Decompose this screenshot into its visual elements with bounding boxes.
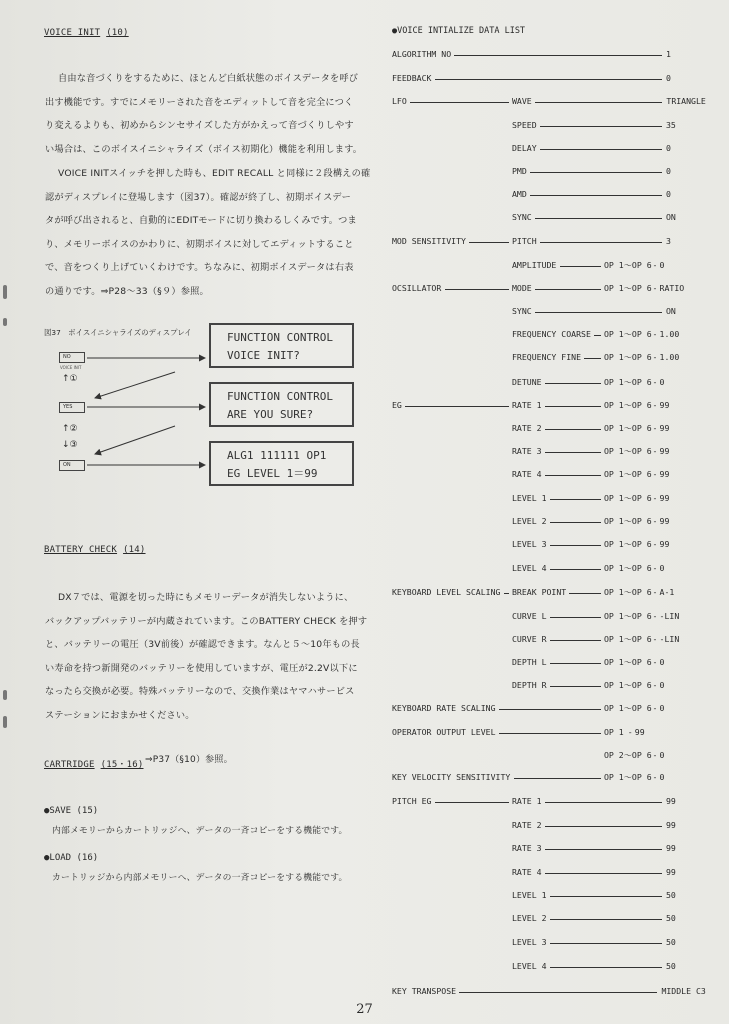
operator-range: OP 1～OP 6 xyxy=(604,329,652,339)
data-list-row xyxy=(0,611,729,623)
parameter-value: 0 xyxy=(659,563,665,573)
operator-range: OP 1～OP 6 xyxy=(604,260,652,270)
data-list-row xyxy=(0,73,729,85)
operator-range: OP 1 xyxy=(604,727,624,737)
parameter-label: DEPTH R xyxy=(512,680,547,690)
data-list-row xyxy=(0,400,729,412)
cartridge-title: CARTRIDGE xyxy=(44,760,95,770)
leader-line xyxy=(594,335,601,336)
parameter-label: DELAY xyxy=(512,143,537,153)
leader-line xyxy=(530,172,662,173)
separator-dash: - xyxy=(652,634,658,644)
parameter-value: 0 xyxy=(659,657,665,667)
leader-line xyxy=(540,126,662,127)
parameter-label: FREQUENCY COARSE xyxy=(512,329,591,339)
parameter-label: RATE 2 xyxy=(512,820,542,830)
parameter-group-label: KEYBOARD LEVEL SCALING xyxy=(392,587,501,597)
operator-range: OP 1～OP 6 xyxy=(604,423,652,433)
operator-range: OP 1～OP 6 xyxy=(604,469,652,479)
data-list-row xyxy=(0,937,729,949)
leader-line xyxy=(545,873,662,874)
lcd-line: FUNCTION CONTROL xyxy=(227,331,333,344)
parameter-label: SPEED xyxy=(512,120,537,130)
parameter-value: 99 xyxy=(666,843,676,853)
parameter-group-label: PITCH EG xyxy=(392,796,432,806)
parameter-value: -LIN xyxy=(659,611,680,621)
leader-line xyxy=(504,593,509,594)
data-list-row xyxy=(0,961,729,973)
parameter-label: LEVEL 4 xyxy=(512,961,547,971)
parameter-value: 35 xyxy=(666,120,676,130)
parameter-label: RATE 1 xyxy=(512,400,542,410)
figure-caption: 図37 ボイスイニシャライズのディスプレイ xyxy=(44,328,192,337)
data-list-row xyxy=(0,516,729,528)
save-heading: ●SAVE (15) xyxy=(44,806,99,816)
data-list-row xyxy=(0,703,729,715)
parameter-value: RATIO xyxy=(659,283,685,293)
switch-caption: VOICE INIT xyxy=(60,365,82,370)
separator-dash: - xyxy=(652,446,658,456)
parameter-label: AMPLITUDE xyxy=(512,260,557,270)
separator-dash: - xyxy=(652,680,658,690)
parameter-label: CURVE R xyxy=(512,634,547,644)
parameter-value: A-1 xyxy=(659,587,675,597)
separator-dash: - xyxy=(652,352,658,362)
parameter-label: DETUNE xyxy=(512,377,542,387)
data-list-row xyxy=(0,539,729,551)
parameter-label: LEVEL 3 xyxy=(512,937,547,947)
parameter-value: 99 xyxy=(666,796,676,806)
leader-line xyxy=(550,499,601,500)
parameter-group-label: OCSILLATOR xyxy=(392,283,442,293)
parameter-value: 99 xyxy=(634,727,645,737)
parameter-label: MODE xyxy=(512,283,532,293)
switch-label: YES xyxy=(63,404,73,410)
separator-dash: - xyxy=(652,563,658,573)
operator-range: OP 1～OP 6 xyxy=(604,446,652,456)
data-list-row xyxy=(0,986,729,998)
parameter-label: LEVEL 2 xyxy=(512,516,547,526)
parameter-value: 99 xyxy=(659,516,670,526)
separator-dash: - xyxy=(652,703,658,713)
parameter-label: RATE 4 xyxy=(512,867,542,877)
separator-dash: - xyxy=(652,423,658,433)
save-description: 内部メモリーからカートリッジへ、データの一斉コピーをする機能です。 xyxy=(52,826,348,836)
parameter-label: RATE 3 xyxy=(512,843,542,853)
separator-dash: - xyxy=(652,611,658,621)
separator-dash: - xyxy=(652,329,658,339)
lcd-line: EG LEVEL 1＝99 xyxy=(227,467,318,480)
leader-line xyxy=(540,242,662,243)
leader-line xyxy=(405,406,509,407)
leader-line xyxy=(550,686,601,687)
leader-line xyxy=(410,102,509,103)
parameter-group-label: KEY VELOCITY SENSITIVITY xyxy=(392,772,511,782)
switch-label: ON xyxy=(63,462,71,468)
leader-line xyxy=(545,475,601,476)
parameter-value: 0 xyxy=(659,703,665,713)
leader-line xyxy=(545,826,662,827)
leader-line xyxy=(545,406,601,407)
separator-dash: - xyxy=(652,657,658,667)
parameter-value: 1.00 xyxy=(659,352,680,362)
separator-dash: - xyxy=(652,587,658,597)
lcd-line: VOICE INIT? xyxy=(227,349,300,362)
data-list-row xyxy=(0,634,729,646)
parameter-group-label: ALGORITHM NO xyxy=(392,49,452,59)
data-list-row xyxy=(0,913,729,925)
parameter-value: MIDDLE C3 xyxy=(661,986,706,996)
parameter-label: SYNC xyxy=(512,306,532,316)
parameter-label: RATE 3 xyxy=(512,446,542,456)
parameter-label: RATE 4 xyxy=(512,469,542,479)
step-2-marker: ↑② xyxy=(62,424,78,434)
parameter-value: 0 xyxy=(659,750,665,760)
switch-label: NO xyxy=(63,354,71,360)
parameter-label: RATE 2 xyxy=(512,423,542,433)
data-list-row xyxy=(0,469,729,481)
battery-check-number: (14) xyxy=(123,545,146,555)
operator-range: OP 1～OP 6 xyxy=(604,563,652,573)
text-line: い場合は、このボイスイニシャライズ（ボイス初期化）機能を利用します。 xyxy=(45,143,363,155)
separator-dash: - xyxy=(652,469,658,479)
data-list-row xyxy=(0,352,729,364)
parameter-label: CURVE L xyxy=(512,611,547,621)
separator-dash: - xyxy=(652,539,658,549)
separator-dash: - xyxy=(652,400,658,410)
data-list-row xyxy=(0,867,729,879)
leader-line xyxy=(514,778,601,779)
parameter-value: 0 xyxy=(666,189,671,199)
data-list-row xyxy=(0,96,729,108)
data-list-row xyxy=(0,189,729,201)
leader-line xyxy=(550,640,601,641)
data-list-row xyxy=(0,446,729,458)
parameter-group-label: KEY TRANSPOSE xyxy=(392,986,457,996)
leader-line xyxy=(535,218,662,219)
load-description: カートリッジから内部メモリーへ、データの一斉コピーをする機能です。 xyxy=(52,873,348,883)
data-list-row xyxy=(0,796,729,808)
leader-line xyxy=(445,289,510,290)
operator-range: OP 1～OP 6 xyxy=(604,703,652,713)
page-number: 27 xyxy=(356,1002,373,1017)
operator-range: OP 1～OP 6 xyxy=(604,587,652,597)
operator-range: OP 1～OP 6 xyxy=(604,352,652,362)
parameter-value: TRIANGLE xyxy=(666,96,706,106)
parameter-value: 99 xyxy=(666,867,676,877)
leader-line xyxy=(569,593,601,594)
parameter-label: SYNC xyxy=(512,212,532,222)
leader-line xyxy=(530,195,662,196)
text-line: ステーションにおまかせください。 xyxy=(45,709,195,721)
parameter-group-label: MOD SENSITIVITY xyxy=(392,236,466,246)
operator-range: OP 1～OP 6 xyxy=(604,493,652,503)
text-line: り変えるよりも、初めからシンセサイズした方がかえって音づくりしやす xyxy=(45,120,354,131)
parameter-value: 50 xyxy=(666,913,676,923)
leader-line xyxy=(550,896,662,897)
leader-line xyxy=(550,569,601,570)
text-line: DX７では、電源を切った時にもメモリーデータが消失しないように、 xyxy=(58,592,354,603)
parameter-group-label: FEEDBACK xyxy=(392,73,432,83)
lcd-line: ALG1 111111 OP1 xyxy=(227,449,327,462)
data-list-row xyxy=(0,843,729,855)
text-line: 認がディスプレイに登場します（図37）。確認が終了し、初期ボイスデー xyxy=(45,191,352,203)
text-line: なったら交換が必要。特殊バッテリーなので、交換作業はヤマハサービス xyxy=(45,686,355,697)
leader-line xyxy=(499,709,601,710)
cartridge-reference: ⇒P37（§10）参照。 xyxy=(145,755,233,765)
text-line: VOICE INITスイッチを押した時も、EDIT RECALL と同様に２段構えの確 xyxy=(58,168,371,179)
separator-dash: - xyxy=(652,750,658,760)
parameter-label: FREQUENCY FINE xyxy=(512,352,582,362)
leader-line xyxy=(499,733,601,734)
battery-check-title: BATTERY CHECK xyxy=(44,545,118,555)
leader-line xyxy=(435,79,662,80)
data-list-row xyxy=(0,329,729,341)
parameter-group-label: KEYBOARD RATE SCALING xyxy=(392,703,496,713)
data-list-row xyxy=(0,212,729,224)
step-3-marker: ↓③ xyxy=(62,440,78,450)
data-list-row xyxy=(0,680,729,692)
operator-range: OP 1～OP 6 xyxy=(604,400,652,410)
operator-range: OP 1～OP 6 xyxy=(604,539,652,549)
operator-range: OP 2～OP 6 xyxy=(604,750,652,760)
data-list-row xyxy=(0,49,729,61)
separator-dash: - xyxy=(652,283,658,293)
parameter-group-label: EG xyxy=(392,400,402,410)
data-list-row xyxy=(0,143,729,155)
text-line: で、音をつくり上げていくわけです。ちなみに、初期ボイスデータは右表 xyxy=(45,262,354,273)
leader-line xyxy=(454,55,662,56)
parameter-value: 0 xyxy=(666,166,671,176)
parameter-value: 0 xyxy=(659,377,665,387)
data-list-row xyxy=(0,587,729,599)
operator-range: OP 1～OP 6 xyxy=(604,283,652,293)
voice-init-number: (10) xyxy=(106,28,129,38)
leader-line xyxy=(535,289,601,290)
step-1-marker: ↑① xyxy=(62,374,78,384)
separator-dash: - xyxy=(652,772,658,782)
parameter-label: PMD xyxy=(512,166,527,176)
text-line: り、メモリーボイスのかわりに、初期ボイスに対してエディットすること xyxy=(45,238,354,250)
data-list-row xyxy=(0,166,729,178)
parameter-value: 0 xyxy=(666,73,671,83)
parameter-value: 0 xyxy=(659,260,665,270)
leader-line xyxy=(469,242,509,243)
leader-line xyxy=(545,383,601,384)
text-line: と、バッテリーの電圧（3V前後）が確認できます。なんと５～10年もの長 xyxy=(45,639,360,650)
parameter-value: 0 xyxy=(666,143,671,153)
separator-dash: - xyxy=(652,493,658,503)
parameter-label: LEVEL 3 xyxy=(512,539,547,549)
leader-line xyxy=(550,943,662,944)
leader-line xyxy=(435,802,509,803)
leader-line xyxy=(540,149,662,150)
text-line: い寿命を持つ新開発のバッテリーを使用していますが、電圧が2.2V以下に xyxy=(45,662,358,674)
leader-line xyxy=(535,102,663,103)
parameter-value: 99 xyxy=(659,446,670,456)
load-heading: ●LOAD (16) xyxy=(44,853,99,863)
text-line: タが呼び出されると、自動的にEDITモードに切り換わるしくみです。つま xyxy=(45,215,357,226)
separator-dash: - xyxy=(652,377,658,387)
parameter-label: RATE 1 xyxy=(512,796,542,806)
leader-line xyxy=(535,312,662,313)
parameter-label: DEPTH L xyxy=(512,657,547,667)
leader-line xyxy=(545,452,601,453)
text-line: の通りです。⇒P28～33（§９）参照。 xyxy=(45,285,209,297)
leader-line xyxy=(459,992,657,993)
cartridge-number: (15・16) xyxy=(100,760,144,770)
data-list-row xyxy=(0,890,729,902)
data-list-row xyxy=(0,120,729,132)
data-list-row xyxy=(0,563,729,575)
parameter-value: 1 xyxy=(666,49,671,59)
data-list-row xyxy=(0,772,729,784)
parameter-value: 99 xyxy=(659,539,670,549)
operator-range: OP 1～OP 6 xyxy=(604,772,652,782)
parameter-label: LEVEL 2 xyxy=(512,913,547,923)
parameter-value: 50 xyxy=(666,937,676,947)
parameter-label: LEVEL 4 xyxy=(512,563,547,573)
parameter-value: 99 xyxy=(659,493,670,503)
text-line: 出す機能です。すでにメモリーされた音をエディットして音を完全につく xyxy=(45,96,354,108)
data-list-row xyxy=(0,283,729,295)
text-line: 自由な音づくりをするために、ほとんど白紙状態のボイスデータを呼び xyxy=(58,73,359,84)
leader-line xyxy=(550,919,662,920)
parameter-value: ON xyxy=(666,212,676,222)
operator-range: OP 1～OP 6 xyxy=(604,611,652,621)
data-list-title: ●VOICE INTIALIZE DATA LIST xyxy=(392,26,526,36)
data-list-row xyxy=(0,657,729,669)
operator-range: OP 1～OP 6 xyxy=(604,377,652,387)
leader-line xyxy=(550,545,601,546)
data-list-row xyxy=(0,377,729,389)
separator-dash: - xyxy=(652,260,658,270)
data-list-row xyxy=(0,727,729,739)
parameter-value: 50 xyxy=(666,890,676,900)
parameter-value: 99 xyxy=(666,820,676,830)
parameter-label: AMD xyxy=(512,189,527,199)
parameter-value: 99 xyxy=(659,423,670,433)
lcd-line: FUNCTION CONTROL xyxy=(227,390,333,403)
separator-dash: - xyxy=(627,727,633,737)
parameter-label: LEVEL 1 xyxy=(512,890,547,900)
data-list-row xyxy=(0,820,729,832)
parameter-label: PITCH xyxy=(512,236,537,246)
parameter-group-label: LFO xyxy=(392,96,407,106)
data-list-row xyxy=(0,423,729,435)
operator-range: OP 1～OP 6 xyxy=(604,657,652,667)
parameter-label: WAVE xyxy=(512,96,532,106)
leader-line xyxy=(545,429,601,430)
leader-line xyxy=(545,849,662,850)
parameter-label: LEVEL 1 xyxy=(512,493,547,503)
operator-range: OP 1～OP 6 xyxy=(604,680,652,690)
parameter-value: 3 xyxy=(666,236,671,246)
data-list-row xyxy=(0,750,729,762)
leader-line xyxy=(550,522,601,523)
leader-line xyxy=(560,266,601,267)
parameter-value: 99 xyxy=(659,469,670,479)
leader-line xyxy=(550,617,601,618)
parameter-group-label: OPERATOR OUTPUT LEVEL xyxy=(392,727,496,737)
data-list-row xyxy=(0,306,729,318)
parameter-value: -LIN xyxy=(659,634,680,644)
parameter-label: BREAK POINT xyxy=(512,587,567,597)
voice-init-title: VOICE INIT xyxy=(44,28,101,38)
parameter-value: 0 xyxy=(659,680,665,690)
parameter-value: 50 xyxy=(666,961,676,971)
leader-line xyxy=(550,663,601,664)
data-list-row xyxy=(0,236,729,248)
leader-line xyxy=(545,802,662,803)
text-line: バックアップバッテリーが内蔵されています。このBATTERY CHECK を押す xyxy=(45,615,368,627)
lcd-line: ARE YOU SURE? xyxy=(227,408,314,421)
data-list-row xyxy=(0,260,729,272)
operator-range: OP 1～OP 6 xyxy=(604,634,652,644)
operator-range: OP 1～OP 6 xyxy=(604,516,652,526)
separator-dash: - xyxy=(652,516,658,526)
leader-line xyxy=(584,358,601,359)
parameter-value: 99 xyxy=(659,400,670,410)
parameter-value: 1.00 xyxy=(659,329,680,339)
data-list-row xyxy=(0,493,729,505)
parameter-value: ON xyxy=(666,306,676,316)
leader-line xyxy=(550,967,662,968)
parameter-value: 0 xyxy=(659,772,665,782)
